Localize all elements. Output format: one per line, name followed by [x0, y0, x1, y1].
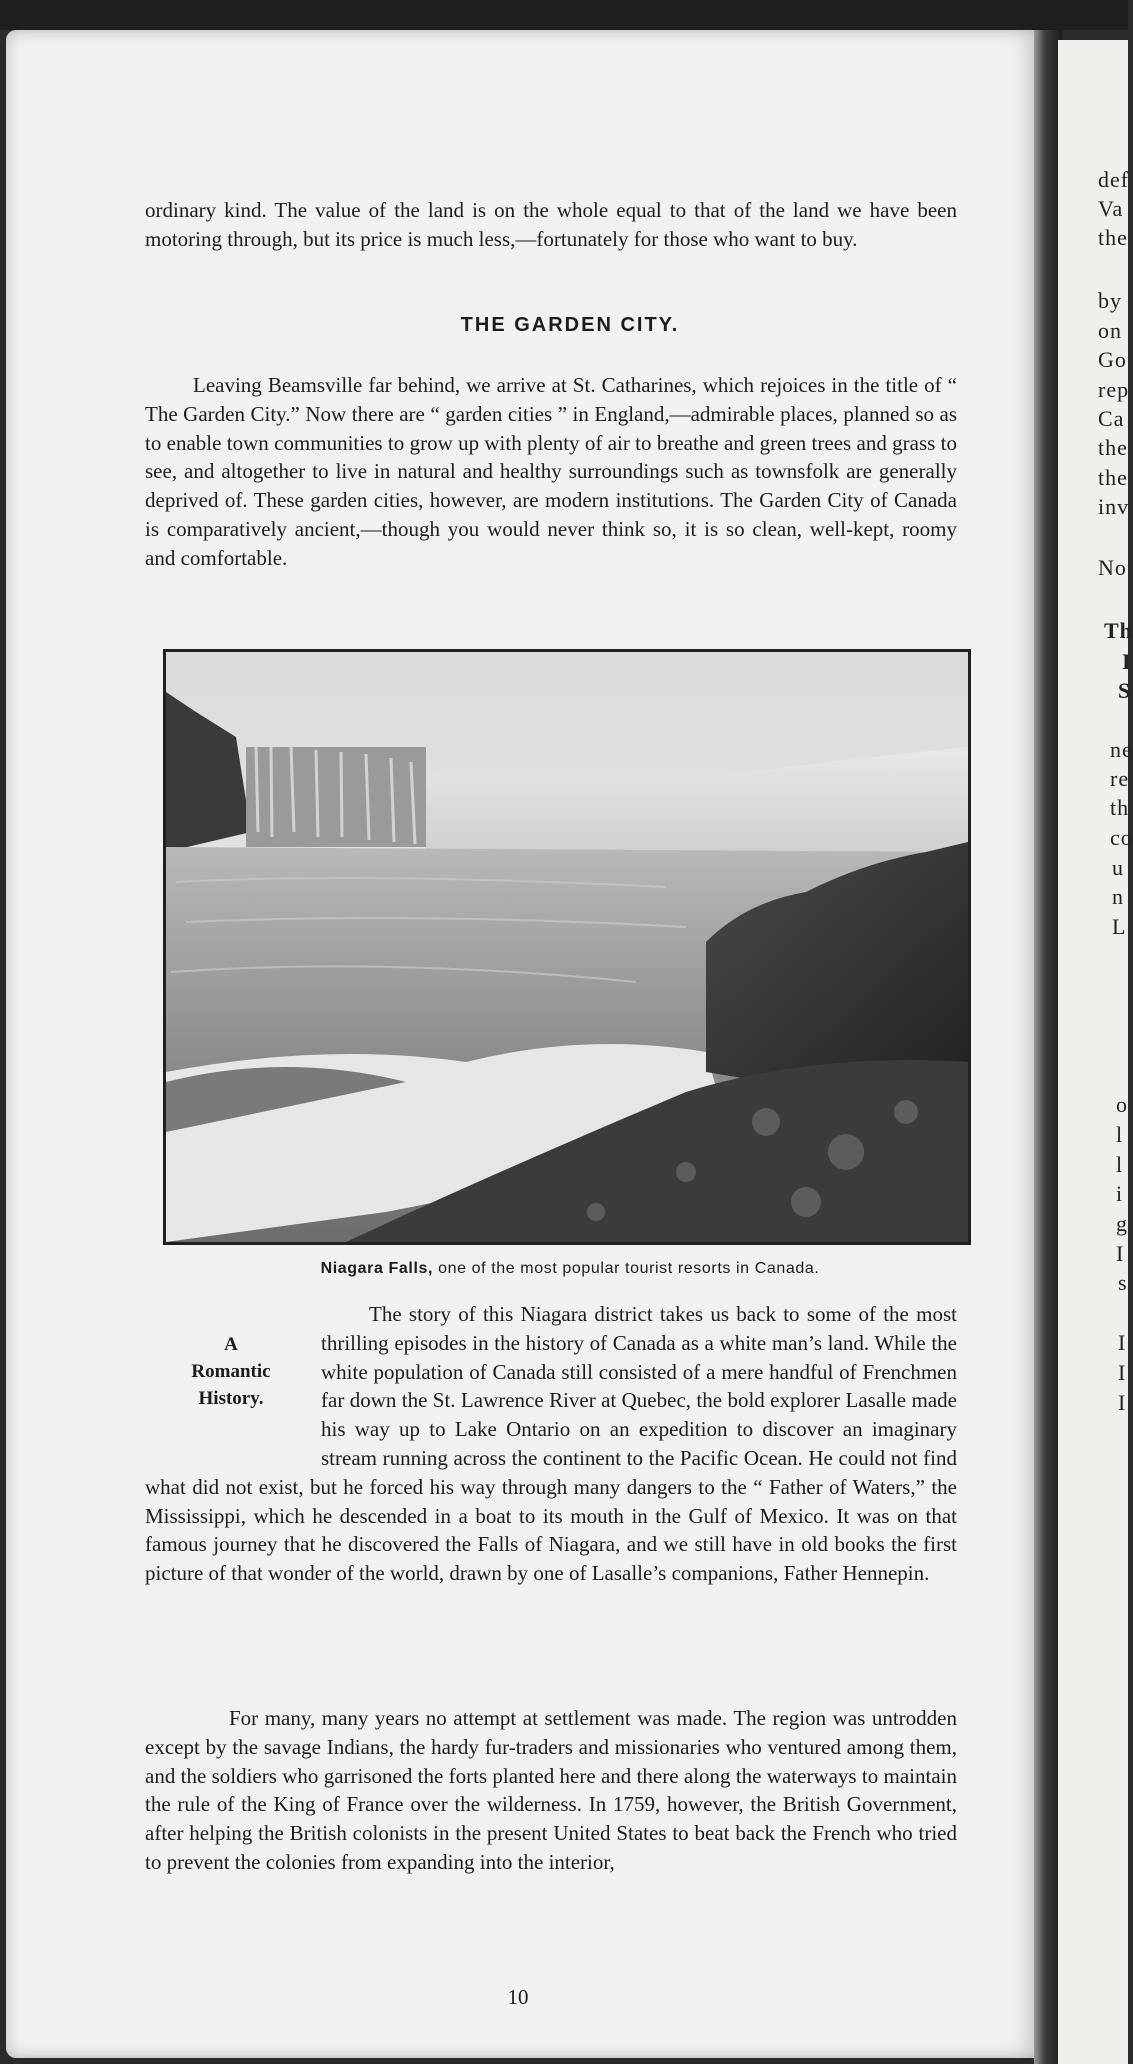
facing-fragment: l: [1116, 1152, 1124, 1177]
facing-fragment: i: [1116, 1181, 1124, 1206]
facing-fragment: s: [1118, 1270, 1128, 1295]
facing-fragment: I: [1118, 1360, 1127, 1385]
opening-paragraph-text: ordinary kind. The value of the land is on the whole equal to that of the land we have been motoring through, but its price is much less,—fortunately for those who want to buy.: [145, 198, 957, 251]
settlement-paragraph: [145, 1704, 957, 1877]
facing-fragment: u: [1112, 855, 1124, 880]
settlement-text: For many, many years no attempt at settlement was made. The region was untrodden except by the savage Indians, the hardy fur-traders and missionaries who ventured among them, and the soldiers who garrisoned the forts planted here and there along the waterways to maintain the rule of the King of France over the wilderness. In 1759, however, the British Government, after helping the British colonists in the present United States to beat back the French who tried to prevent the colonies from expanding into the interior,: [145, 1706, 957, 1874]
page-number: 10: [507, 1985, 529, 2009]
caption-text: one of the most popular tourist resorts in Canada.: [433, 1260, 820, 1277]
romantic-history-paragraph: [145, 1300, 957, 1588]
facing-fragment: co: [1110, 825, 1133, 850]
facing-fragment: Ca: [1098, 406, 1125, 431]
facing-page: [1058, 40, 1133, 2064]
facing-fragment: Th: [1104, 618, 1133, 643]
facing-fragment: No: [1098, 555, 1127, 580]
margin-note-line: A: [224, 1334, 238, 1355]
facing-fragment: I: [1118, 1390, 1127, 1415]
caption-place: Niagara Falls,: [320, 1260, 434, 1277]
scan-top-edge: [0, 0, 1128, 30]
facing-fragment: inv: [1098, 494, 1130, 519]
margin-note-float: [145, 1300, 321, 1444]
margin-note-line: History.: [198, 1388, 264, 1409]
facing-fragment: by: [1098, 288, 1122, 313]
facing-fragment: I: [1122, 649, 1132, 674]
facing-fragment: n: [1112, 884, 1124, 909]
facing-fragment: rep: [1098, 377, 1130, 402]
facing-fragment: the: [1098, 465, 1128, 490]
facing-fragment: the: [1098, 435, 1128, 460]
facing-fragment: th: [1110, 795, 1130, 820]
facing-fragment: ne: [1110, 737, 1133, 762]
facing-fragment: Va: [1098, 196, 1124, 221]
facing-fragment: L: [1112, 914, 1127, 939]
facing-fragment: the: [1098, 225, 1128, 250]
margin-note-line: Romantic: [191, 1361, 271, 1382]
niagara-falls-photo: [163, 649, 971, 1245]
romantic-history-text: The story of this Niagara district takes us back to some of the most thrilling episodes in the history of Canada as a white man’s land. While the white population of Canada still consisted of a mere handful of Frenchmen far down the St. Lawrence River at Quebec, the bold explorer Lasalle made his way up to Lake Ontario on an expedition to discover an imaginary stream running across the continent to the Pacific Ocean. He could not find what did not exist, but he forced his way through many dangers to the “ Father of Waters,” the Mississippi, which he descended in a boat to its mouth in the Gulf of Mexico. It was on that famous journey that he discovered the Falls of Niagara, and we still have in old books the first picture of that wonder of the world, drawn by one of Lasalle’s companions, Father Hennepin.: [145, 1302, 957, 1586]
facing-fragment: on: [1098, 318, 1122, 343]
facing-fragment: g: [1116, 1211, 1128, 1236]
facing-fragment: def: [1098, 167, 1130, 192]
facing-fragment: I: [1116, 1241, 1125, 1266]
facing-fragment: l: [1116, 1122, 1124, 1147]
photo-caption: [145, 1260, 995, 1278]
facing-fragment: I: [1118, 1330, 1127, 1355]
facing-fragment: Go: [1098, 347, 1127, 372]
facing-fragment: o: [1116, 1092, 1128, 1117]
garden-city-paragraph-text: Leaving Beamsville far behind, we arrive at St. Catharines, which rejoices in the title of “ The Garden City.” Now there are “ garden cities ” in England,—admirable places, planned so as to enable town communities to grow up with plenty of air to breathe and green trees and grass to see, and altogether to live in natural and healthy surroundings such as townsfolk are generally deprived of. These garden cities, however, are modern institutions. The Garden City of Canada is comparatively ancient,—though you would never think so, it is so clean, well-kept, roomy and comfortable.: [145, 373, 957, 570]
section-heading: THE GARDEN CITY.: [460, 314, 680, 336]
facing-fragment: re: [1110, 766, 1130, 791]
garden-city-paragraph: [145, 371, 957, 573]
facing-fragment: S: [1118, 678, 1132, 703]
opening-paragraph: [145, 196, 957, 254]
